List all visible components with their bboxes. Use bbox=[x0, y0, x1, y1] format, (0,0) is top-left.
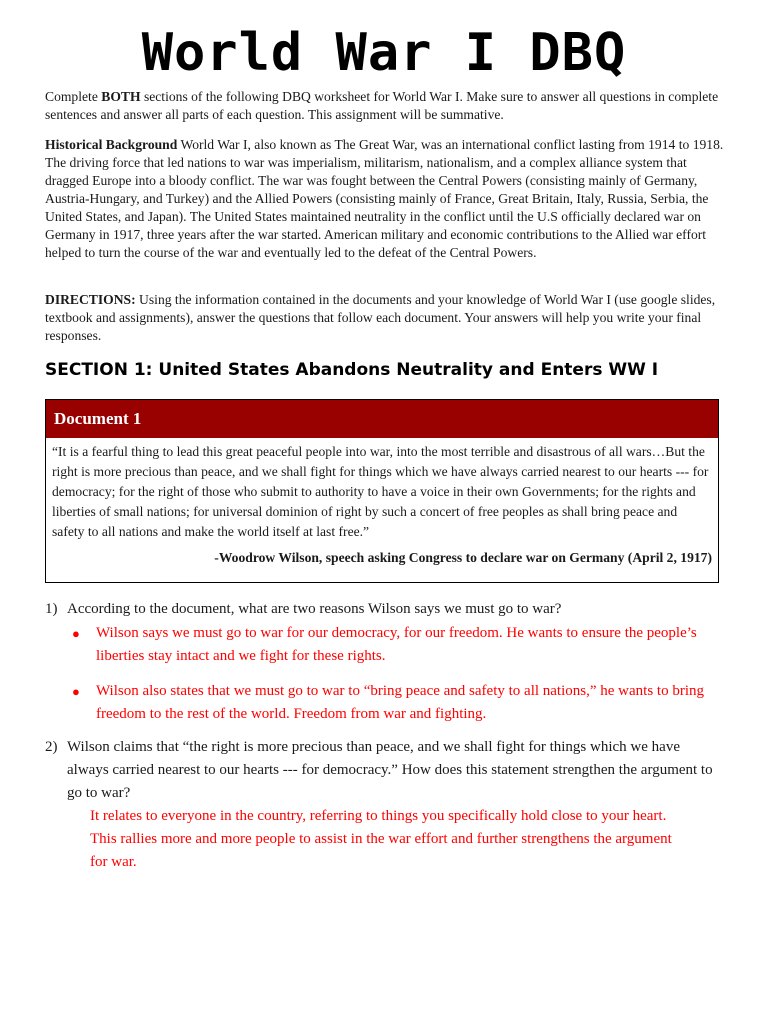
directions-label: DIRECTIONS: bbox=[45, 292, 136, 307]
section-1-heading: SECTION 1: United States Abandons Neutrality and Enters WW I bbox=[45, 360, 659, 380]
intro-after: sections of the following DBQ worksheet for World War I. Make sure to answer all questions in complete sentences and answer all parts of each question. This assignment will be summative. bbox=[45, 89, 719, 122]
intro-paragraph bbox=[45, 88, 725, 124]
document-1-box bbox=[45, 399, 719, 583]
intro-bold: BOTH bbox=[101, 89, 141, 104]
page-title: World War I DBQ bbox=[141, 23, 627, 83]
answer-1a-text: Wilson says we must go to war for our democracy, for our freedom. He wants to ensure the people’s liberties stay intact and we fight for these rights. bbox=[96, 625, 697, 664]
directions-text: Using the information contained in the documents and your knowledge of World War I (use google slides, textbook and assignments), answer the questions that follow each document. Your answers will help you write your final responses. bbox=[45, 292, 716, 343]
answer-1b-text: Wilson also states that we must go to war to “bring peace and safety to all nations,” he wants to bring freedom to the rest of the world. Freedom from war and fighting. bbox=[96, 683, 704, 722]
intro-before: Complete bbox=[45, 89, 102, 104]
background-label: Historical Background bbox=[45, 137, 178, 152]
question-1-number: 1) bbox=[45, 601, 58, 617]
answer-bullet bbox=[72, 680, 712, 726]
question-1-answers bbox=[72, 622, 712, 738]
question-1 bbox=[45, 598, 725, 621]
bullet-icon: ● bbox=[72, 626, 80, 641]
bullet-icon: ● bbox=[72, 684, 80, 699]
question-2-text: Wilson claims that “the right is more precious than peace, and we shall fight for things which we have always carried nearest to our hearts --- for democracy.” How does this statement strengthen the argument to go to war? bbox=[67, 739, 713, 801]
historical-background-paragraph bbox=[45, 136, 725, 262]
document-1-quote: “It is a fearful thing to lead this great peaceful people into war, into the most terrible and disastrous of all wars…But the right is more precious than peace, and we shall fight for things which we have always carried nearest to our hearts --- for democracy; for the right of those who submit to authority to have a voice in their own Governments; for the rights and liberties of small nations; for universal dominion of right by such a concert of free peoples as shall bring peace and safety to all nations and make the world itself at last free.” bbox=[52, 444, 709, 539]
answer-2-text: It relates to everyone in the country, referring to things you specifically hold close to your heart. This rallies more and more people to assist in the war effort and further strengthens the argument for war. bbox=[90, 808, 672, 870]
answer-bullet bbox=[72, 622, 712, 668]
question-2 bbox=[45, 736, 725, 805]
document-1-citation: -Woodrow Wilson, speech asking Congress to declare war on Germany (April 2, 1917) bbox=[214, 550, 712, 565]
background-text: World War I, also known as The Great War, was an international conflict lasting from 1914 to 1918. The driving force that led nations to war was imperialism, militarism, nationalism, and a complex alliance system that dragged Europe into a bloody conflict. The war was fought between the Central Powers (consisting mainly of Germany, Austria-Hungary, and Turkey) and the Allied Powers (consisting mainly of France, Great Britain, Italy, Russia, Serbia, the United States, and Japan). The United States maintained neutrality in the conflict until the U.S officially declared war on Germany in 1917, three years after the war started. American military and economic contributions to the Allied war effort helped to turn the course of the war and eventually led to the defeat of the Central Powers. bbox=[45, 137, 724, 260]
document-1-header: Document 1 bbox=[46, 400, 718, 438]
directions-paragraph bbox=[45, 291, 725, 345]
question-2-number: 2) bbox=[45, 739, 58, 755]
question-1-text: According to the document, what are two reasons Wilson says we must go to war? bbox=[67, 601, 562, 617]
